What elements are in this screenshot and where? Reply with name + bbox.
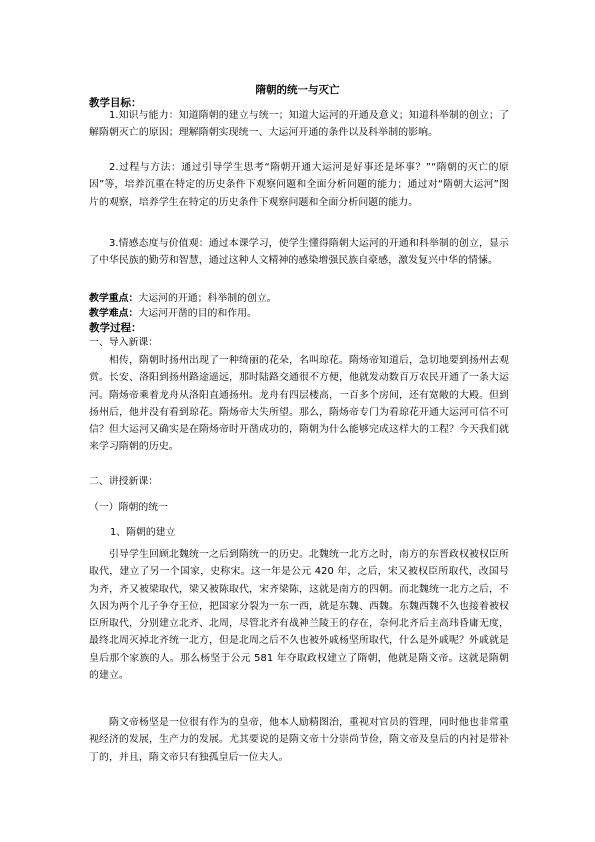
subsection-founding: 1、隋朝的建立	[110, 527, 176, 538]
goal-emotion: 3.情感态度与价值观：通过本课学习，使学生懂得隋朝大运河的开通和科举制的创立，显示了中华民族的勤劳和智慧，通过这种人文精神的感染增强民族自豪感，激发复兴中华的情愫。	[89, 238, 509, 267]
goal-process: 2.过程与方法：通过引导学生思考“隋朝开通大运河是好事还是坏事？”“隋朝的灭亡的原因”等，培养沉重在特定的历史条件下观察问题和全面分析问题的能力；通过对“隋朝大运河”图片的观察，培养学生在特定的历史条件下观察问题和全面分析问题的能力。	[89, 162, 509, 208]
focus-label: 教学重点：	[89, 293, 139, 304]
section-intro-heading: 一、导入新课：	[89, 337, 159, 348]
focus-text: 大运河的开通；科举制的创立。	[138, 293, 277, 304]
difficulty-line	[89, 307, 257, 321]
founding-paragraph: 引导学生回顾北魏统一之后到隋统一的历史。北魏统一北方之时，南方的东晋政权被权臣所取代，建立了另一个国家，史称宋。这一年是公元 420 年，之后，宋又被权臣所取代，改国号为齐，齐又被梁取代，梁又被陈取代，宋齐梁陈，这就是南方的四朝。而北魏统一北方之后，不久因为两个儿子争夺王位，把国家分裂为一东一西，就是东魏、西魏。东魏西魏不久也接着被权臣所取代，分别建立北齐、北周，尽管北齐有战神兰陵王的存在，奈何北齐后主高玮昏庸无度，最终北周灭掉北齐统一北方，但是北周之后不久也被外戚杨坚所取代，什么是外戚呢？外戚就是皇后那个家族的人。那么杨坚于公元 581 年夺取政权建立了隋朝，他就是隋文帝。这就是隋朝的建立。	[89, 549, 509, 682]
emperor-paragraph: 隋文帝杨坚是一位很有作为的皇帝，他本人励精图治，重视对官员的管理，同时他也非常重视经济的发展，生产力的发展。尤其要说的是隋文帝十分崇尚节俭，隋文帝及皇后的内衬是带补丁的，并且，隋文帝只有独孤皇后一位夫人。	[89, 717, 509, 763]
focus-line	[89, 292, 277, 306]
difficulty-label: 教学难点：	[89, 308, 139, 319]
document-title: 隋朝的统一与灭亡	[255, 84, 340, 96]
section-lecture-heading: 二、讲授新课：	[89, 476, 159, 487]
difficulty-text: 大运河开凿的目的和作用。	[138, 308, 257, 319]
subsection-unification: （一）隋朝的统一	[89, 502, 169, 513]
goals-heading: 教学目标：	[89, 97, 142, 109]
goal-knowledge: 1.知识与能力：知道隋朝的建立与统一；知道大运河的开通及意义；知道科举制的创立；了解隋朝灭亡的原因；理解隋朝实现统一、大运河开通的条件以及科举制的影响。	[89, 110, 509, 139]
intro-paragraph: 相传，隋朝时扬州出现了一种绮丽的花朵，名叫琼花。隋炀帝知道后，急切地要到扬州去观赏。长安、洛阳到扬州路途遥远，那时陆路交通很不方便，他就发动数百万农民开通了一条大运河。隋炀帝乘着龙舟从洛阳直通扬州。龙舟有四层楼高，一百多个房间，还有宽敞的大殿。但到扬州后，他并没有看到琼花。隋炀帝大失所望。那么，隋炀帝专门为看琼花开通大运河可信不可信？但大运河又确实是在隋炀帝时开凿成功的，隋朝为什么能够完成这样大的工程？今天我们就来学习隋朝的历史。	[89, 355, 509, 453]
process-heading: 教学过程：	[89, 322, 142, 334]
